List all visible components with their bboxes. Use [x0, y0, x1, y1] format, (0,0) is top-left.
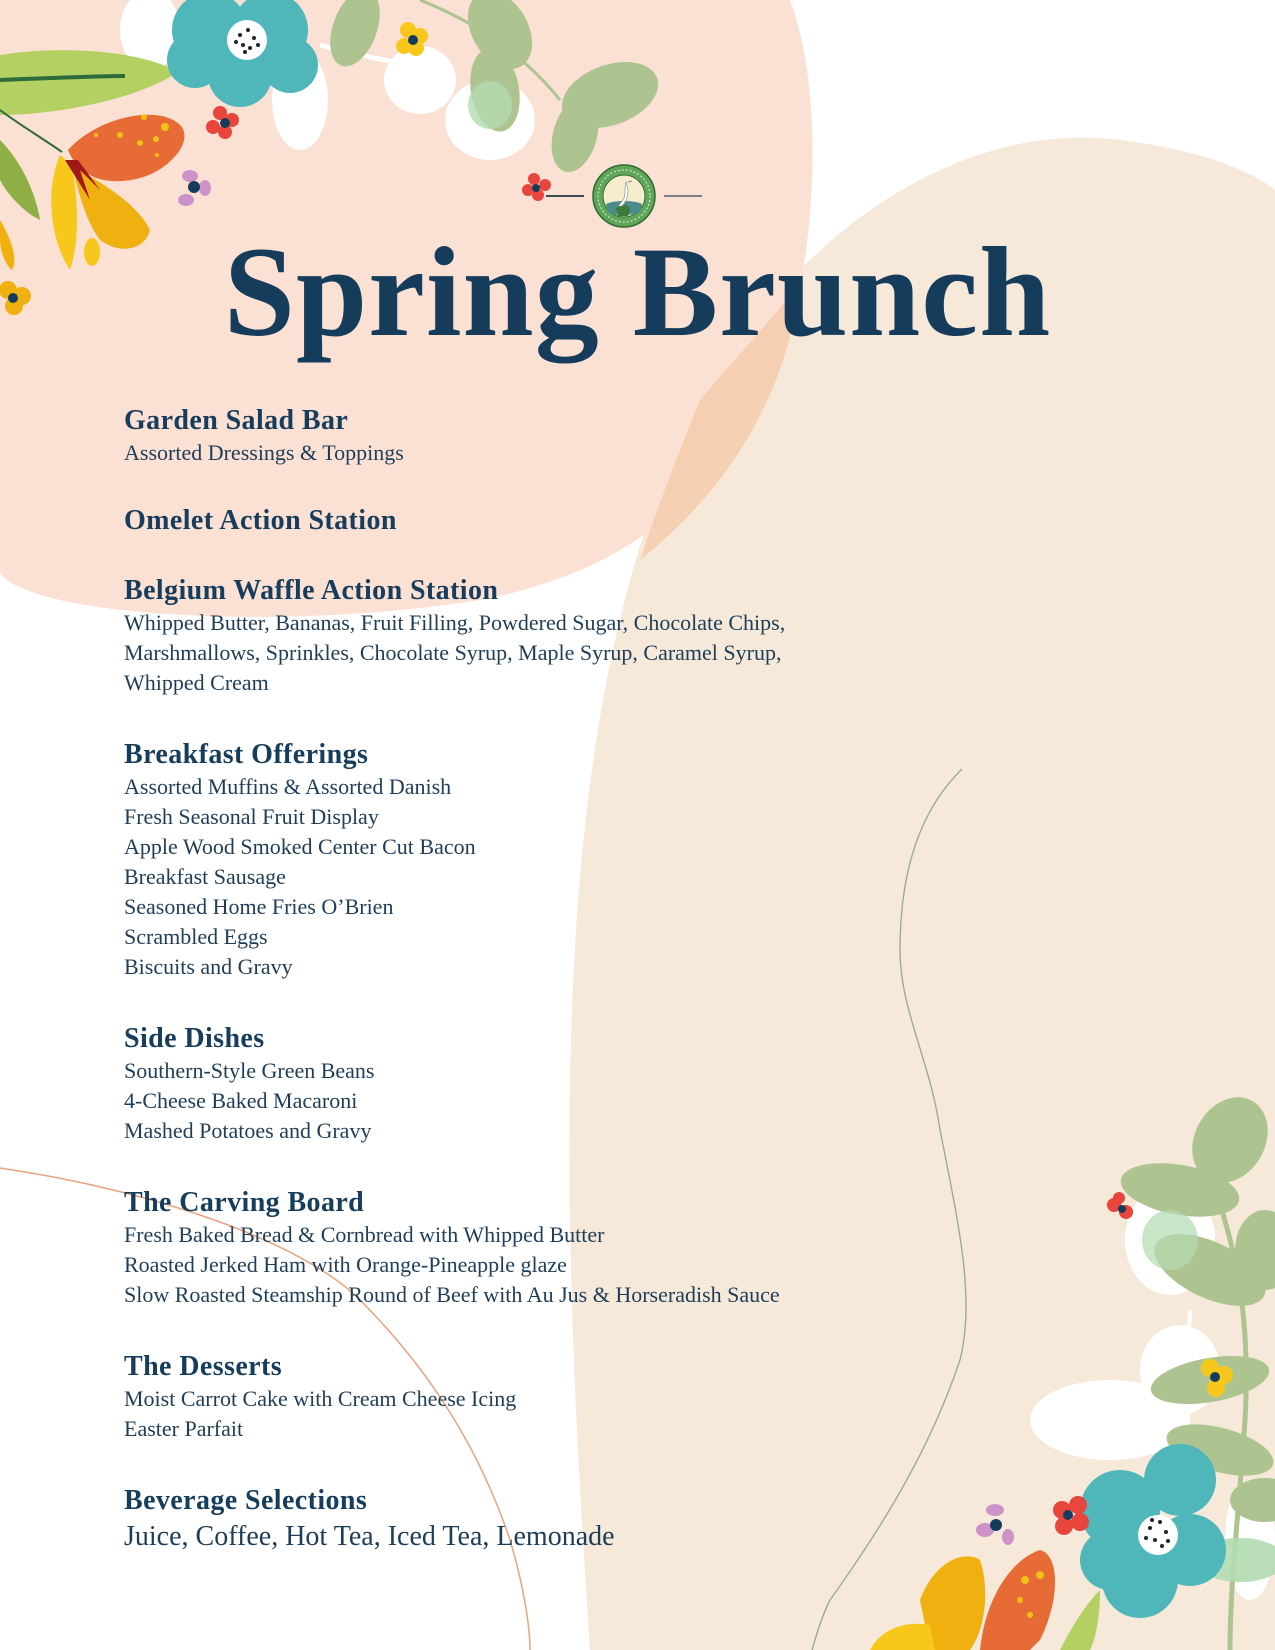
menu-item: Seasoned Home Fries O’Brien	[124, 894, 394, 919]
logo-divider-left	[546, 195, 584, 197]
menu-item: Mashed Potatoes and Gravy	[124, 1118, 372, 1143]
menu-item: Breakfast Sausage	[124, 864, 286, 889]
menu-item: Apple Wood Smoked Center Cut Bacon	[124, 834, 476, 859]
heron-seal-logo-icon	[592, 164, 656, 228]
section-title: Omelet Action Station	[124, 505, 397, 536]
menu-item: Juice, Coffee, Hot Tea, Iced Tea, Lemonade	[124, 1521, 615, 1552]
section-title: Beverage Selections	[124, 1485, 368, 1516]
menu-section-side-dishes	[124, 1022, 944, 1146]
menu-item: Assorted Muffins & Assorted Danish	[124, 774, 452, 799]
menu-section-garden-salad-bar	[124, 404, 944, 468]
menu-section-desserts	[124, 1350, 944, 1444]
menu-item: Scrambled Eggs	[124, 924, 268, 949]
section-title: Garden Salad Bar	[124, 405, 349, 436]
logo-divider-right	[664, 195, 702, 197]
menu-item: Easter Parfait	[124, 1416, 244, 1441]
menu-section-breakfast-offerings	[124, 738, 944, 982]
menu-item: Whipped Cream	[124, 670, 269, 695]
menu-item: Assorted Dressings & Toppings	[124, 440, 404, 465]
menu-section-beverage-selections	[124, 1484, 944, 1556]
section-title: Belgium Waffle Action Station	[124, 575, 499, 606]
menu-section-omelet-action-station	[124, 504, 944, 538]
menu-item: Roasted Jerked Ham with Orange-Pineapple glaze	[124, 1252, 567, 1277]
menu-item: Southern-Style Green Beans	[124, 1058, 375, 1083]
section-title: Breakfast Offerings	[124, 739, 369, 770]
menu-item: Fresh Baked Bread & Cornbread with Whipped Butter	[124, 1222, 605, 1247]
menu-item: 4-Cheese Baked Macaroni	[124, 1088, 358, 1113]
menu-item: Marshmallows, Sprinkles, Chocolate Syrup, Maple Syrup, Caramel Syrup,	[124, 640, 782, 665]
menu-item: Moist Carrot Cake with Cream Cheese Icing	[124, 1386, 517, 1411]
menu-item: Slow Roasted Steamship Round of Beef with Au Jus & Horseradish Sauce	[124, 1282, 780, 1307]
menu-sections	[124, 404, 944, 1556]
menu-section-carving-board	[124, 1186, 944, 1310]
menu-item: Biscuits and Gravy	[124, 954, 293, 979]
menu-section-belgium-waffle-action-station	[124, 574, 944, 698]
section-title: The Carving Board	[124, 1187, 365, 1218]
page-title: Spring Brunch	[223, 221, 1052, 363]
menu-item: Fresh Seasonal Fruit Display	[124, 804, 379, 829]
logo-row	[524, 162, 724, 230]
section-title: Side Dishes	[124, 1023, 265, 1054]
section-title: The Desserts	[124, 1351, 282, 1382]
menu-item: Whipped Butter, Bananas, Fruit Filling, Powdered Sugar, Chocolate Chips,	[124, 610, 786, 635]
